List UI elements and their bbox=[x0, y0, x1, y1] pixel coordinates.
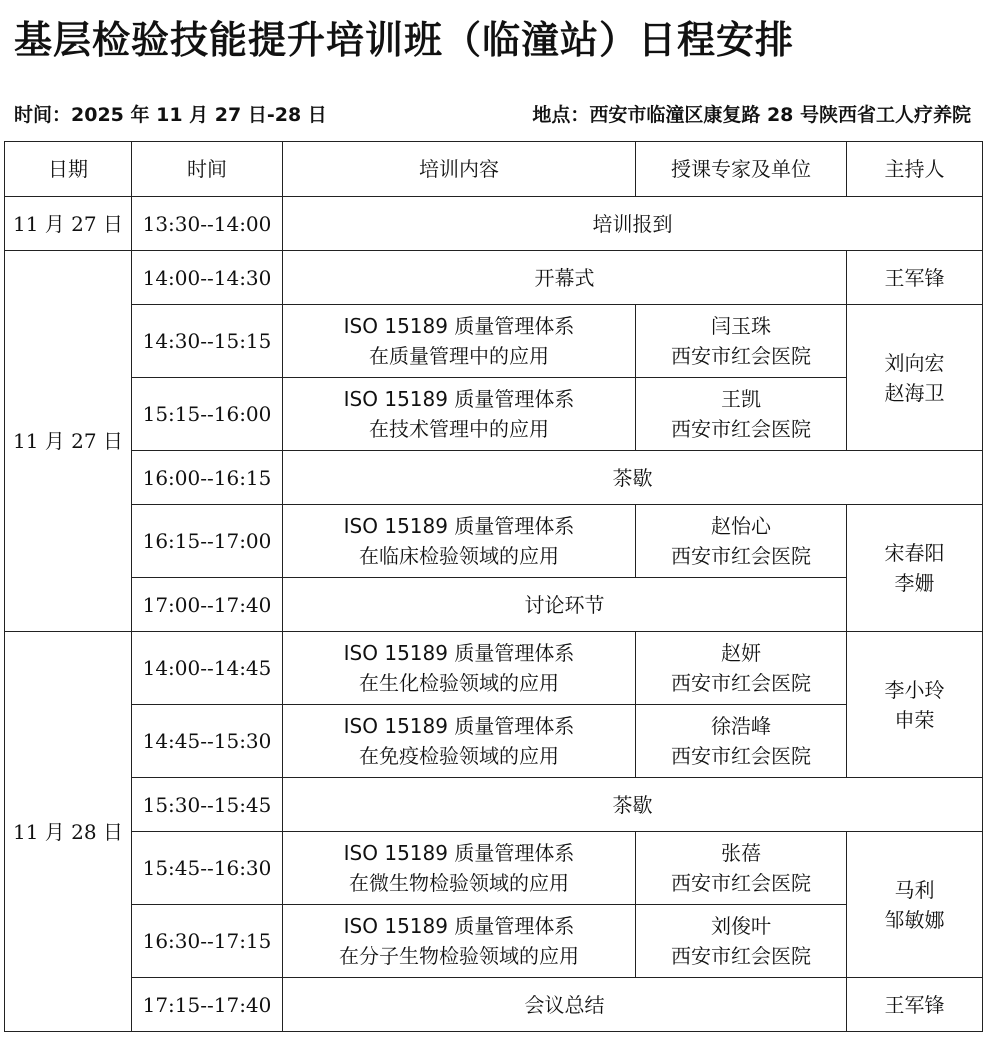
content-line: ISO 15189 质量管理体系 bbox=[343, 841, 575, 865]
content-line: 在技术管理中的应用 bbox=[369, 417, 549, 441]
content-cell bbox=[283, 632, 636, 705]
content-cell bbox=[283, 832, 636, 905]
expert-cell bbox=[636, 832, 847, 905]
expert-unit: 西安市红会医院 bbox=[671, 871, 811, 895]
content-line: 在质量管理中的应用 bbox=[369, 344, 549, 368]
expert-unit: 西安市红会医院 bbox=[671, 671, 811, 695]
host-name: 刘向宏 bbox=[884, 350, 945, 375]
content-cell bbox=[283, 305, 636, 378]
header-host: 主持人 bbox=[847, 142, 983, 197]
table-row bbox=[5, 251, 983, 305]
content-cell bbox=[283, 197, 983, 251]
time-cell: 14:30--15:15 bbox=[132, 305, 283, 378]
content-cell bbox=[283, 378, 636, 451]
content-cell bbox=[283, 251, 847, 305]
header-time: 时间 bbox=[132, 142, 283, 197]
content-cell bbox=[283, 905, 636, 978]
expert-name: 张蓓 bbox=[721, 841, 761, 865]
time-cell: 14:45--15:30 bbox=[132, 705, 283, 778]
content-cell bbox=[283, 705, 636, 778]
content-cell bbox=[283, 505, 636, 578]
expert-unit: 西安市红会医院 bbox=[671, 417, 811, 441]
content-line: 茶歇 bbox=[612, 792, 653, 817]
date-cell: 11 月 28 日 bbox=[5, 632, 132, 1032]
content-line: ISO 15189 质量管理体系 bbox=[343, 314, 575, 338]
expert-unit: 西安市红会医院 bbox=[671, 944, 811, 968]
table-row bbox=[5, 778, 983, 832]
expert-cell bbox=[636, 305, 847, 378]
content-line: ISO 15189 质量管理体系 bbox=[343, 714, 575, 738]
table-row bbox=[5, 197, 983, 251]
expert-name: 刘俊叶 bbox=[711, 914, 771, 938]
content-cell bbox=[283, 978, 847, 1032]
time-cell: 15:45--16:30 bbox=[132, 832, 283, 905]
time-cell: 16:30--17:15 bbox=[132, 905, 283, 978]
expert-cell bbox=[636, 632, 847, 705]
content-line: 在生化检验领域的应用 bbox=[359, 671, 559, 695]
host-name: 李姗 bbox=[894, 571, 935, 595]
time-cell: 14:00--14:45 bbox=[132, 632, 283, 705]
table-row bbox=[5, 305, 983, 378]
table-row bbox=[5, 451, 983, 505]
host-cell bbox=[847, 632, 983, 778]
table-row bbox=[5, 905, 983, 978]
host-cell bbox=[847, 305, 983, 451]
expert-name: 赵妍 bbox=[721, 641, 761, 665]
time-cell: 15:30--15:45 bbox=[132, 778, 283, 832]
page-title: 基层检验技能提升培训班（临潼站）日程安排 bbox=[14, 18, 795, 62]
content-cell bbox=[283, 578, 847, 632]
table-header-row bbox=[5, 142, 983, 197]
expert-unit: 西安市红会医院 bbox=[671, 344, 811, 368]
content-line: 在分子生物检验领域的应用 bbox=[339, 944, 579, 968]
time-cell: 15:15--16:00 bbox=[132, 378, 283, 451]
content-line: ISO 15189 质量管理体系 bbox=[343, 387, 575, 411]
host-name: 申荣 bbox=[894, 707, 935, 732]
table-row bbox=[5, 632, 983, 705]
host-name: 李小玲 bbox=[884, 677, 945, 702]
expert-name: 徐浩峰 bbox=[711, 714, 771, 738]
host-name: 王军锋 bbox=[884, 265, 945, 290]
host-name: 邹敏娜 bbox=[884, 907, 945, 932]
host-cell bbox=[847, 505, 983, 632]
content-line: ISO 15189 质量管理体系 bbox=[343, 514, 575, 538]
header-date: 日期 bbox=[5, 142, 132, 197]
table-row bbox=[5, 978, 983, 1032]
expert-name: 王凯 bbox=[721, 387, 761, 411]
time-cell: 17:15--17:40 bbox=[132, 978, 283, 1032]
host-name: 马利 bbox=[894, 877, 935, 902]
content-line: 讨论环节 bbox=[524, 592, 605, 617]
content-line: 在免疫检验领域的应用 bbox=[359, 744, 559, 768]
time-cell: 13:30--14:00 bbox=[132, 197, 283, 251]
table-row bbox=[5, 578, 983, 632]
content-line: 会议总结 bbox=[524, 992, 605, 1017]
content-line: 培训报到 bbox=[592, 211, 673, 236]
expert-name: 闫玉珠 bbox=[711, 314, 771, 338]
table-row bbox=[5, 378, 983, 451]
schedule-table bbox=[4, 141, 983, 1032]
host-name: 王军锋 bbox=[884, 992, 945, 1017]
expert-cell bbox=[636, 505, 847, 578]
event-time: 时间：2025 年 11 月 27 日-28 日 bbox=[14, 104, 327, 126]
time-cell: 14:00--14:30 bbox=[132, 251, 283, 305]
content-line: ISO 15189 质量管理体系 bbox=[343, 914, 575, 938]
expert-cell bbox=[636, 905, 847, 978]
time-cell: 16:15--17:00 bbox=[132, 505, 283, 578]
date-cell: 11 月 27 日 bbox=[5, 197, 132, 251]
content-line: ISO 15189 质量管理体系 bbox=[343, 641, 575, 665]
expert-cell bbox=[636, 378, 847, 451]
host-cell bbox=[847, 978, 983, 1032]
table-row bbox=[5, 705, 983, 778]
host-name: 赵海卫 bbox=[884, 380, 945, 405]
host-cell bbox=[847, 832, 983, 978]
content-cell bbox=[283, 451, 983, 505]
content-cell bbox=[283, 778, 983, 832]
event-location: 地点：西安市临潼区康复路 28 号陕西省工人疗养院 bbox=[532, 104, 971, 126]
content-line: 在微生物检验领域的应用 bbox=[349, 871, 569, 895]
host-cell bbox=[847, 251, 983, 305]
header-expert: 授课专家及单位 bbox=[636, 142, 847, 197]
expert-name: 赵怡心 bbox=[711, 514, 771, 538]
host-name: 宋春阳 bbox=[884, 541, 945, 565]
expert-cell bbox=[636, 705, 847, 778]
expert-unit: 西安市红会医院 bbox=[671, 544, 811, 568]
content-line: 开幕式 bbox=[534, 265, 595, 290]
table-row bbox=[5, 505, 983, 578]
header-content: 培训内容 bbox=[283, 142, 636, 197]
expert-unit: 西安市红会医院 bbox=[671, 744, 811, 768]
date-cell: 11 月 27 日 bbox=[5, 251, 132, 632]
table-row bbox=[5, 832, 983, 905]
time-cell: 17:00--17:40 bbox=[132, 578, 283, 632]
time-cell: 16:00--16:15 bbox=[132, 451, 283, 505]
content-line: 茶歇 bbox=[612, 465, 653, 490]
content-line: 在临床检验领域的应用 bbox=[359, 544, 559, 568]
